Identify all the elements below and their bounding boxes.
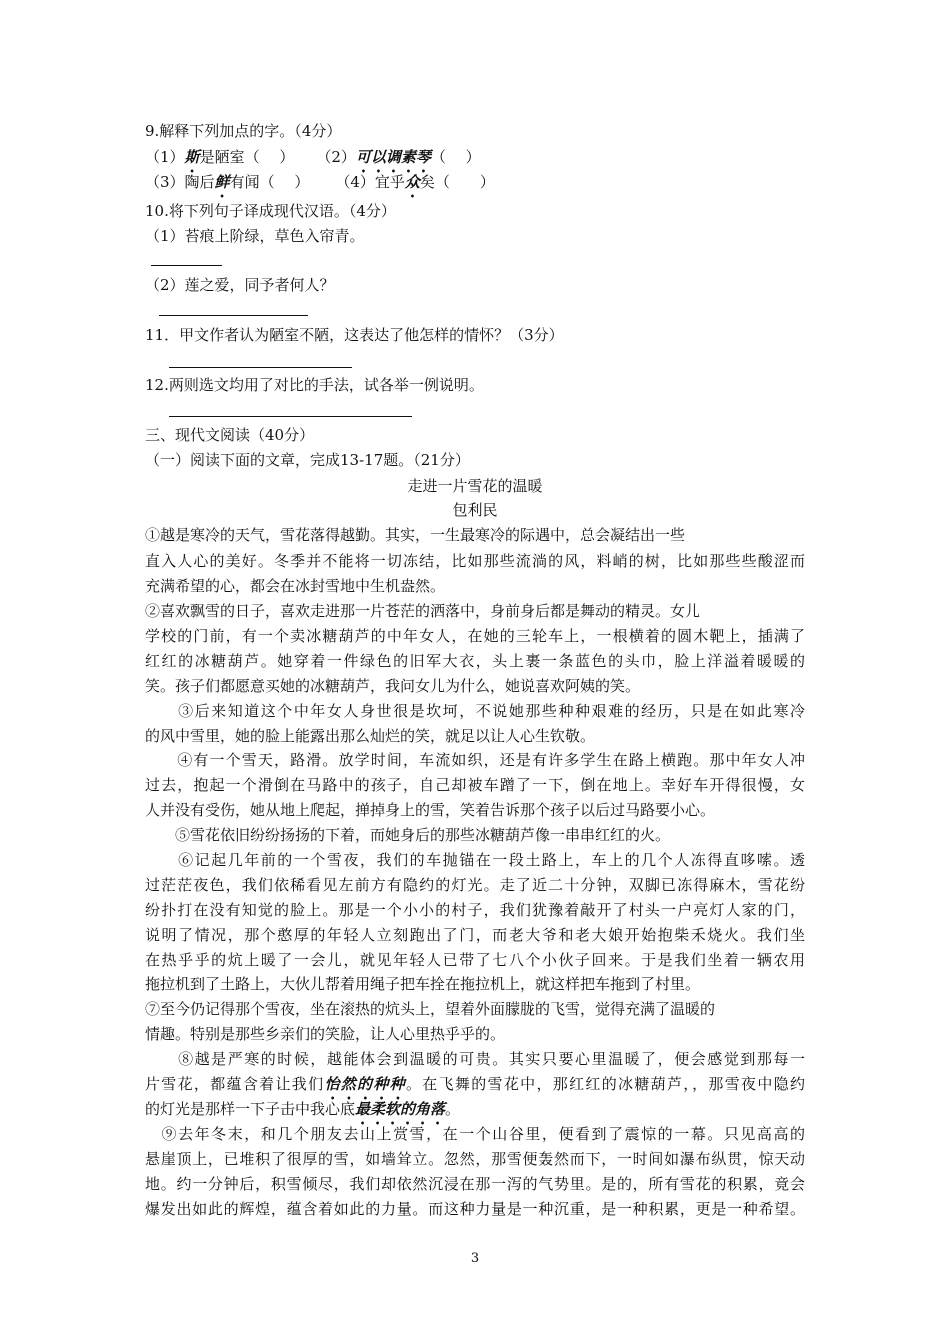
q9-item3: （3）陶后鲜有闻（ ） [145,173,310,191]
article-line: 说明了情况，那个憨厚的年轻人立刻跑出了门，而老大爷和老大娘开始抱柴禾烧火。我们坐 [145,926,805,944]
article-line: 笑。孩子们都愿意买她的冰糖葫芦，我问女儿为什么，她说喜欢阿姨的笑。 [145,677,641,695]
article-title: 走进一片雪花的温暖 [407,477,543,495]
article-line: ②喜欢飘雪的日子，喜欢走进那一片苍茫的洒落中，身前身后都是舞动的精灵。女儿 [145,602,701,620]
q9-item1: （1）斯是陋室（ ） [145,148,295,166]
article-line: ①越是寒冷的天气，雪花落得越勤。其实，一生最寒冷的际遇中，总会凝结出一些 [145,526,686,544]
answer-line [151,265,222,266]
article-author: 包利民 [452,501,498,519]
article-line: 直入人心的美好。冬季并不能将一切冻结，比如那些流淌的风，料峭的树，比如那些些酸涩而 [145,552,805,570]
answer-line [169,367,352,368]
article-line: 情趣。特别是那些乡亲们的笑脸，让人心里热乎乎的。 [145,1025,506,1043]
article-line: 的风中雪里，她的脸上能露出那么灿烂的笑，就足以让人心生钦敬。 [145,727,596,745]
section-heading: 三、现代文阅读（40分） [145,426,315,444]
q9-item4: （4）宜乎众矣（ ） [335,173,495,191]
q9-item2: （2）可以调素琴（ ） [316,148,481,166]
q11: 11．甲文作者认为陋室不陋，这表达了他怎样的情怀？（3分） [145,326,564,344]
article-line: ⑦至今仍记得那个雪夜，坐在滚热的炕头上，望着外面朦胧的飞雪，觉得充满了温暖的 [145,1000,716,1018]
q10-sentence-1: （1）苔痕上阶绿，草色入帘青。 [145,227,365,245]
article-line-emphasis: 的灯光是那样一下子击中我心底最柔软的角落。 [145,1100,461,1118]
article-line: 过去，抱起一个滑倒在马路中的孩子，自己却被车蹭了一下，倒在地上。幸好车开得很慢，女 [145,776,805,794]
article-line: 红红的冰糖葫芦。她穿着一件绿色的旧军大衣，头上裹一条蓝色的头巾，脸上洋溢着暖暖的 [145,652,805,670]
article-line: ⑨去年冬末，和几个朋友去山上赏雪，在一个山谷里，便看到了震惊的一幕。只见高高的 [145,1125,805,1143]
q9-title: 9.解释下列加点的字。（4分） [145,122,342,140]
article-line: 地。约一分钟后，积雪倾尽，我们却依然沉浸在那一泻的气势里。是的，所有雪花的积累，竟会 [145,1175,805,1193]
article-line: 学校的门前，有一个卖冰糖葫芦的中年女人，在她的三轮车上，一根横着的圆木靶上，插满了 [145,627,805,645]
answer-line [169,416,412,417]
article-line: 过茫茫夜色，我们依稀看见左前方有隐约的灯光。走了近二十分钟，双脚已冻得麻木，雪花纷 [145,876,805,894]
article-line: ⑤雪花依旧纷纷扬扬的下着，而她身后的那些冰糖葫芦像一串串红红的火。 [145,826,671,844]
article-line: 人并没有受伤，她从地上爬起，掸掉身上的雪，笑着告诉那个孩子以后过马路要小心。 [145,801,716,819]
article-line: 拖拉机到了土路上，大伙儿帮着用绳子把车拴在拖拉机上，就这样把车拖到了村里。 [145,975,701,993]
emphasized-phrase: 最柔软的角落 [355,1100,446,1118]
article-line: 纷扑打在没有知觉的脸上。那是一个小小的村子，我们犹豫着敲开了村头一户亮灯人家的门， [145,901,805,919]
article-line: 充满希望的心，都会在冰封雪地中生机盎然。 [145,577,446,595]
article-line: 爆发出如此的辉煌，蕴含着如此的力量。而这种力量是一种沉重，是一种积累，更是一种希望。 [145,1200,805,1218]
answer-line [159,315,308,316]
q12: 12.两则选文均用了对比的手法，试各举一例说明。 [145,376,484,394]
q10-title: 10.将下列句子译成现代汉语。（4分） [145,202,396,220]
article-line: ④有一个雪天，路滑。放学时间，车流如织，还是有许多学生在路上横跑。那中年女人冲 [145,751,805,769]
article-line: 在热乎乎的炕上暖了一会儿，就见年轻人已带了七八个小伙子回来。于是我们坐着一辆农用 [145,951,805,969]
page-number: 3 [470,1251,480,1266]
article-line: ③后来知道这个中年女人身世很是坎坷，不说她那些种种艰难的经历，只是在如此寒冷 [145,702,805,720]
article-line: 悬崖顶上，已堆积了很厚的雪，如墙耸立。忽然，那雪便轰然而下，一时间如瀑布纵贯，惊天动 [145,1150,805,1168]
article-line: ⑧越是严寒的时候，越能体会到温暖的可贵。其实只要心里温暖了，便会感觉到那每一 [145,1050,805,1068]
subsection-heading: （一）阅读下面的文章，完成13-17题。（21分） [145,451,470,469]
q9-row2 [145,172,495,201]
emphasized-phrase: 怡然的种种 [324,1075,406,1093]
article-line: ⑥记起几年前的一个雪夜，我们的车抛锚在一段土路上，车上的几个人冻得直哆嗦。透 [145,851,805,869]
article-line-emphasis: 片雪花，都蕴含着让我们怡然的种种。在飞舞的雪花中，那红红的冰糖葫芦，，那雪夜中隐约 [145,1075,805,1093]
q10-sentence-2: （2）莲之爱，同予者何人？ [145,276,335,294]
